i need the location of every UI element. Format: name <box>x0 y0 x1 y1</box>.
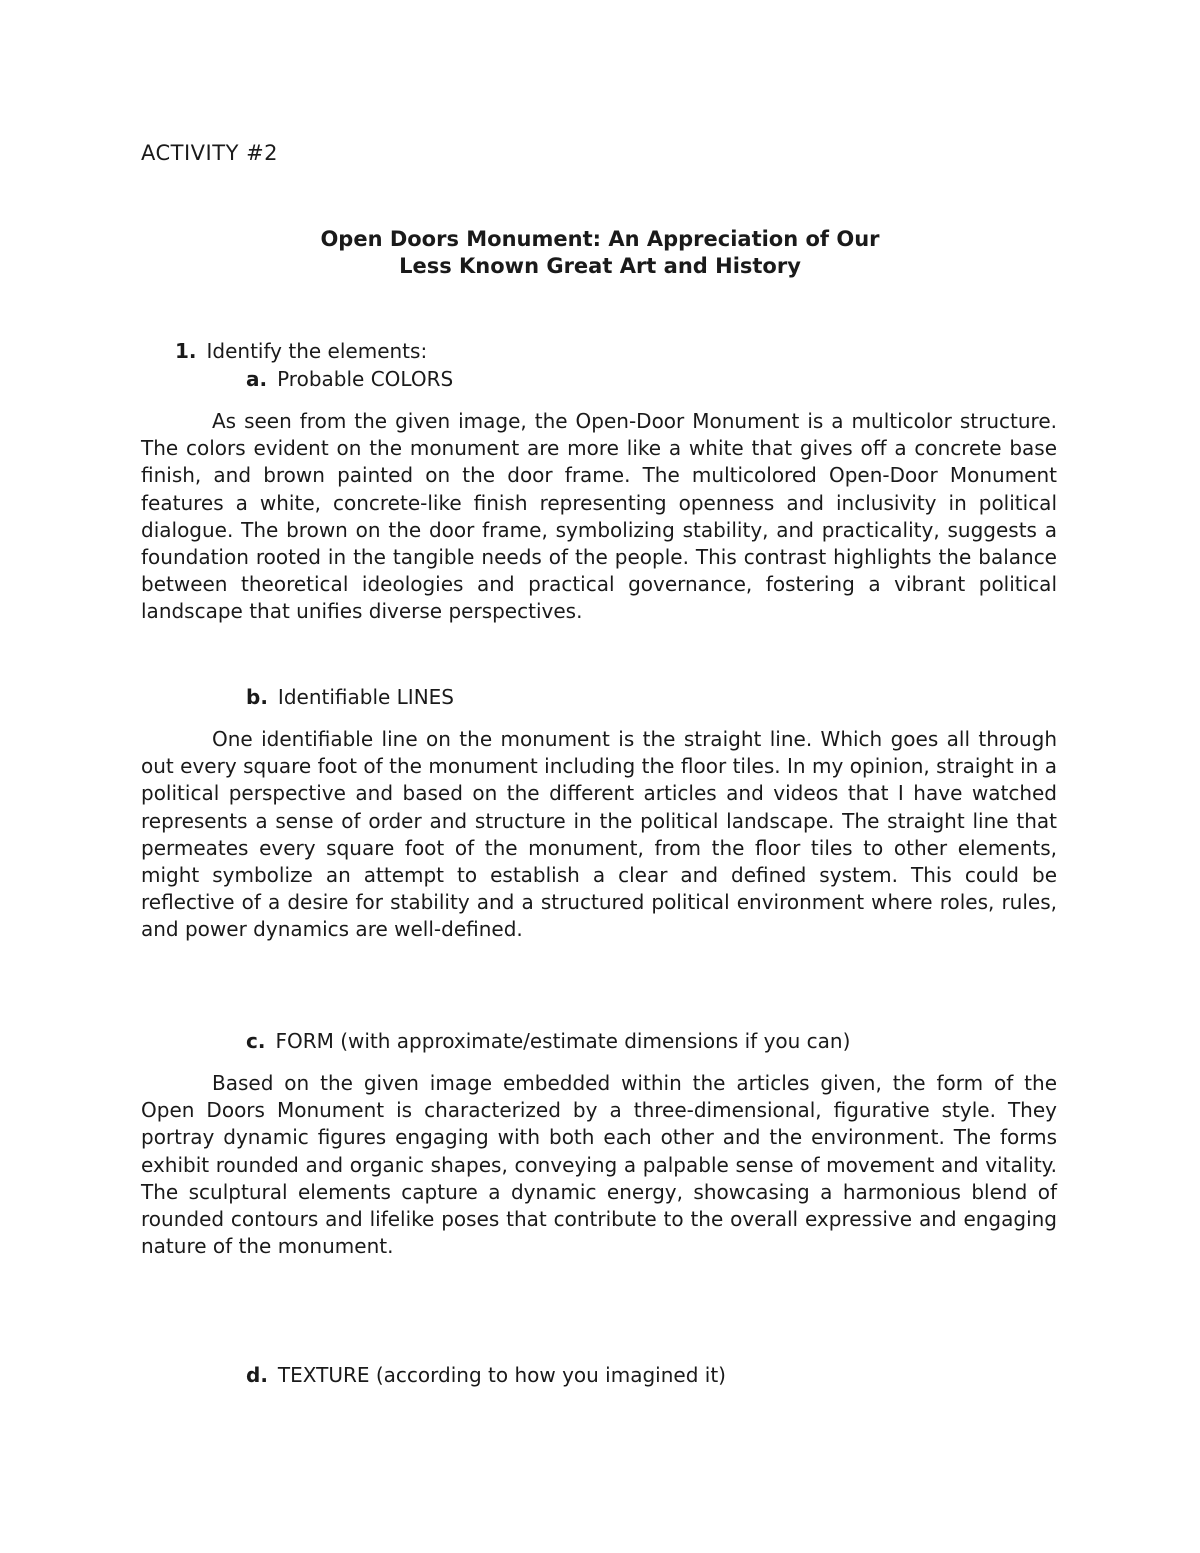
section-heading-text: FORM (with approximate/estimate dimensions if you can) <box>275 1029 851 1053</box>
activity-label: ACTIVITY #2 <box>141 141 279 165</box>
section-heading-colors <box>246 366 453 393</box>
section-marker: b. <box>246 685 268 709</box>
section-body-colors: As seen from the given image, the Open-Door Monument is a multicolor structure. The colors evident on the monument are more like a white that gives off a concrete base finish, and brown painted on the door frame. The multicolored Open-Door Monument features a white, concrete-like finish representing openness and inclusivity in political dialogue. The brown on the door frame, symbolizing stability, and practicality, suggests a foundation rooted in the tangible needs of the people. This contrast highlights the balance between theoretical ideologies and practical governance, fostering a vibrant political landscape that unifies diverse perspectives. <box>141 409 1057 624</box>
item-number: 1. <box>175 339 197 363</box>
section-heading-lines <box>246 684 454 711</box>
section-heading-text: Identifiable LINES <box>277 685 454 709</box>
section-heading-text: Probable COLORS <box>277 367 454 391</box>
section-heading-text: TEXTURE (according to how you imagined it) <box>277 1363 726 1387</box>
section-heading-texture <box>246 1362 726 1389</box>
item-text: Identify the elements: <box>206 339 428 363</box>
section-marker: d. <box>246 1363 268 1387</box>
section-marker: a. <box>246 367 268 391</box>
document-title <box>141 226 1059 280</box>
section-body-form: Based on the given image embedded within the articles given, the form of the Open Doors Monument is characterized by a three-dimensional, figurative style. They portray dynamic figures engaging with both each other and the environment. The forms exhibit rounded and organic shapes, conveying a palpable sense of movement and vitality. The sculptural elements capture a dynamic energy, showcasing a harmonious blend of rounded contours and lifelike poses that contribute to the overall expressive and engaging nature of the monument. <box>141 1071 1057 1259</box>
section-marker: c. <box>246 1029 266 1053</box>
numbered-item-1 <box>175 338 427 365</box>
title-line-1: Open Doors Monument: An Appreciation of Our <box>320 227 880 251</box>
section-heading-form <box>246 1028 850 1055</box>
section-body-lines: One identifiable line on the monument is the straight line. Which goes all through out every square foot of the monument including the floor tiles. In my opinion, straight in a political perspective and based on the different articles and videos that I have watched represents a sense of order and structure in the political landscape. The straight line that permeates every square foot of the monument, from the floor tiles to other elements, might symbolize an attempt to establish a clear and defined system. This could be reflective of a desire for stability and a structured political environment where roles, rules, and power dynamics are well-defined. <box>141 727 1057 942</box>
title-line-2: Less Known Great Art and History <box>399 254 801 278</box>
